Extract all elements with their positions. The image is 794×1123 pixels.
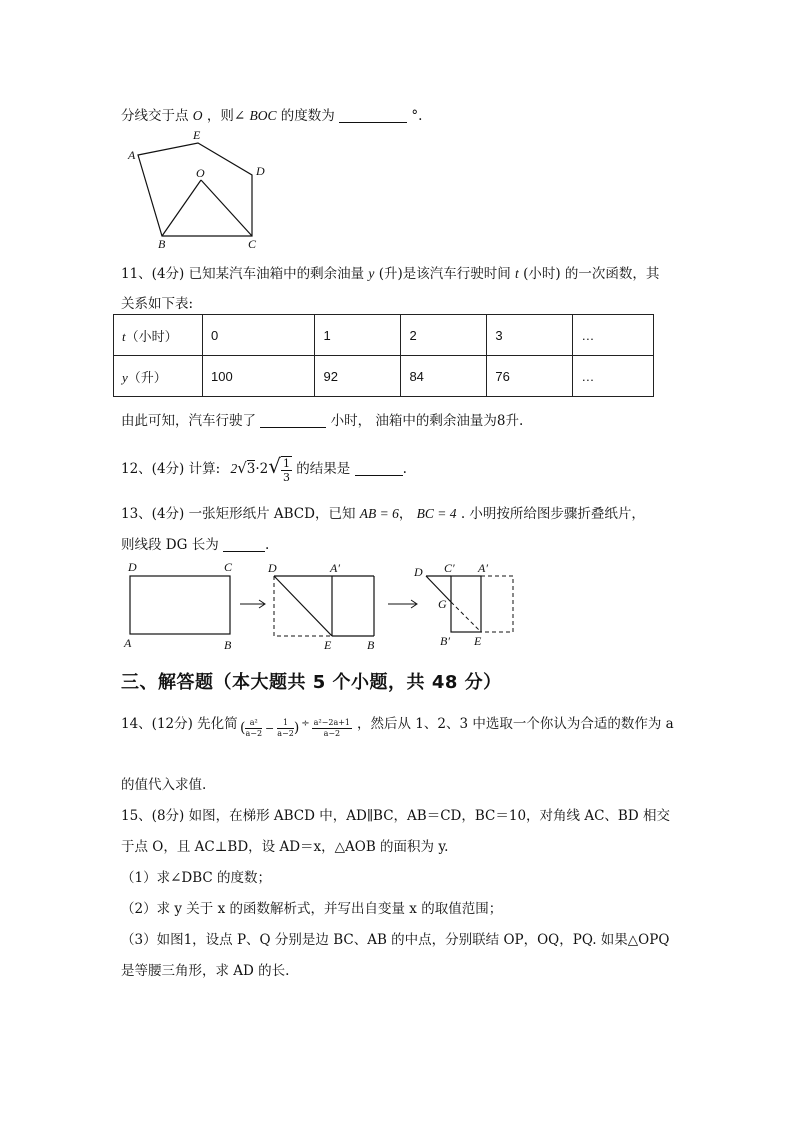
fig1-label: A — [124, 636, 132, 650]
q10-angle: BOC — [249, 108, 277, 123]
folding-figures — [118, 558, 528, 653]
q11-mid1: (升)是该汽车行驶时间 — [378, 266, 511, 282]
table-cell: … — [573, 315, 654, 356]
q11-answer-blank[interactable] — [260, 413, 326, 428]
table-cell: 84 — [401, 356, 487, 397]
table-cell: 92 — [315, 356, 401, 397]
q15-part1: （1）求∠DBC 的度数； — [121, 870, 272, 886]
label-e: E — [193, 128, 201, 142]
q10-answer-blank[interactable] — [339, 108, 407, 123]
q10-text: 分线交于点 — [121, 108, 189, 124]
q10-line — [121, 104, 422, 124]
label-o: O — [196, 166, 205, 180]
radical-sign: √ — [268, 454, 281, 478]
fig3-label: D — [414, 565, 423, 579]
label-a: A — [128, 148, 136, 162]
q10-point: O — [192, 108, 203, 123]
q13-answer-blank[interactable] — [223, 537, 265, 552]
fig3-dashed-edge — [481, 576, 513, 632]
q14-line1 — [121, 712, 238, 732]
table-cell: … — [573, 356, 654, 397]
q11-table — [113, 314, 654, 397]
fig3-label: E — [474, 634, 482, 648]
q10-text-mid: ，则∠ — [206, 108, 246, 124]
fig2-label: B — [367, 638, 375, 652]
segment-bo — [162, 180, 201, 236]
q12-radicand: 3 — [246, 461, 256, 477]
pentagon-figure — [120, 126, 280, 250]
fig3-label: A′ — [478, 561, 488, 575]
table-cell: 100 — [203, 356, 315, 397]
q11-prefix: 11、(4分) 已知某汽车油箱中的剩余油量 — [121, 266, 365, 282]
q12-coef: 2 — [230, 461, 238, 476]
row-header: t（小时） — [114, 315, 203, 356]
q10-text-after: 的度数为 — [280, 108, 335, 124]
fig3-label: B′ — [440, 634, 450, 648]
q11-answer-line — [121, 409, 523, 429]
q11-answer-after: 小时， 油箱中的剩余油量为8升. — [330, 413, 524, 429]
table-row — [114, 315, 654, 356]
fig2-label: A′ — [330, 561, 340, 575]
q15-part3-cont: 是等腰三角形，求 AD 的长. — [121, 963, 290, 979]
q12-mult: ·2 — [255, 461, 269, 477]
table-cell: 2 — [401, 315, 487, 356]
q13-prefix: 13、(4分) 一张矩形纸片 ABCD，已知 — [121, 506, 356, 522]
fig2-diagonal — [274, 576, 332, 636]
q11-var-y: y — [368, 266, 375, 281]
q11-answer-before: 由此可知，汽车行驶了 — [121, 413, 256, 429]
segment-oc — [201, 180, 252, 236]
q14-expression: ( $\frac{\text{a²}}{a-2}$ − $\frac{1}{a-2}$ ) ÷ $\frac{\text{a²−2a+1}}{a-2}$ — [240, 718, 351, 738]
section-heading: 三、解答题（本大题共 5 个小题，共 48 分） — [121, 672, 502, 693]
q12-fraction: $\frac{1}{3}$ — [282, 456, 290, 484]
q13-line2: 则线段 DG 长为 . — [121, 537, 270, 553]
q12-prefix: 12、(4分) 计算: — [121, 461, 221, 477]
label-b: B — [158, 237, 166, 250]
table-cell: 76 — [487, 356, 573, 397]
label-c: C — [248, 237, 257, 250]
q14-frac3: $\frac{\text{a²−2a+1}}{a-2}$ — [313, 718, 351, 738]
q12-answer-blank[interactable] — [355, 461, 403, 476]
q13-ab: AB = 6 — [359, 506, 399, 521]
fig2-label: E — [324, 638, 332, 652]
row-header: y（升） — [114, 356, 203, 397]
q13-line1: 13、(4分) 一张矩形纸片 ABCD，已知 AB = 6， BC = 4 . 小明按所给图步骤折叠纸片， — [121, 506, 645, 522]
table-cell: 0 — [203, 315, 315, 356]
q15-line1: 15、(8分) 如图，在梯形 ABCD 中，AD∥BC，AB＝CD，BC＝10，对角线 AC、BD 相交 — [121, 808, 670, 824]
q13-suffix: . 小明按所给图步骤折叠纸片， — [460, 506, 645, 522]
q15-line2: 于点 O，且 AC⊥BD，设 AD＝x，△AOB 的面积为 y. — [121, 839, 449, 855]
q14-suffix: ，然后从 1、2、3 中选取一个你认为合适的数作为 a — [357, 716, 674, 732]
q14-frac1: $\frac{\text{a²}}{a-2}$ — [245, 718, 263, 738]
table-cell: 1 — [315, 315, 401, 356]
q15-part2: （2）求 y 关于 x 的函数解析式，并写出自变量 x 的取值范围； — [121, 901, 503, 917]
fig1-rectangle — [130, 576, 230, 634]
q12-suffix: 的结果是 — [296, 461, 351, 477]
q14-line2: 的值代入求值. — [121, 777, 207, 793]
q11-line2: 关系如下表: — [121, 296, 194, 312]
q11-line1 — [121, 262, 659, 282]
table-row — [114, 356, 654, 397]
q11-mid2: (小时) 的一次函数，其 — [523, 266, 660, 282]
fig3-label: G — [438, 597, 447, 611]
q13-bc: BC = 4 — [416, 506, 457, 521]
fig1-label: D — [128, 560, 137, 574]
fig2-label: D — [268, 561, 277, 575]
q13-line2-text: 则线段 DG 长为 — [121, 537, 219, 553]
table-cell: 3 — [487, 315, 573, 356]
radical-sign: √ — [237, 459, 247, 477]
q10-unit: °. — [411, 108, 423, 124]
fig3-label: C′ — [444, 561, 455, 575]
fig1-label: C — [224, 560, 233, 574]
fig3-rectangle — [451, 576, 481, 632]
q11-var-t: t — [515, 266, 519, 281]
q15-part3: （3）如图1，设点 P、Q 分别是边 BC、AB 的中点，分别联结 OP，OQ，PQ. 如果△OPQ — [121, 932, 670, 948]
q14-prefix: 14、(12分) 先化简 — [121, 716, 238, 732]
q12-line: 12、(4分) 计算: 2√3·2√ $\frac{1}{3}$ 的结果是 . — [121, 454, 407, 484]
fig1-label: B — [224, 638, 232, 652]
q14-frac2: $\frac{1}{a-2}$ — [277, 718, 294, 738]
label-d: D — [256, 164, 265, 178]
